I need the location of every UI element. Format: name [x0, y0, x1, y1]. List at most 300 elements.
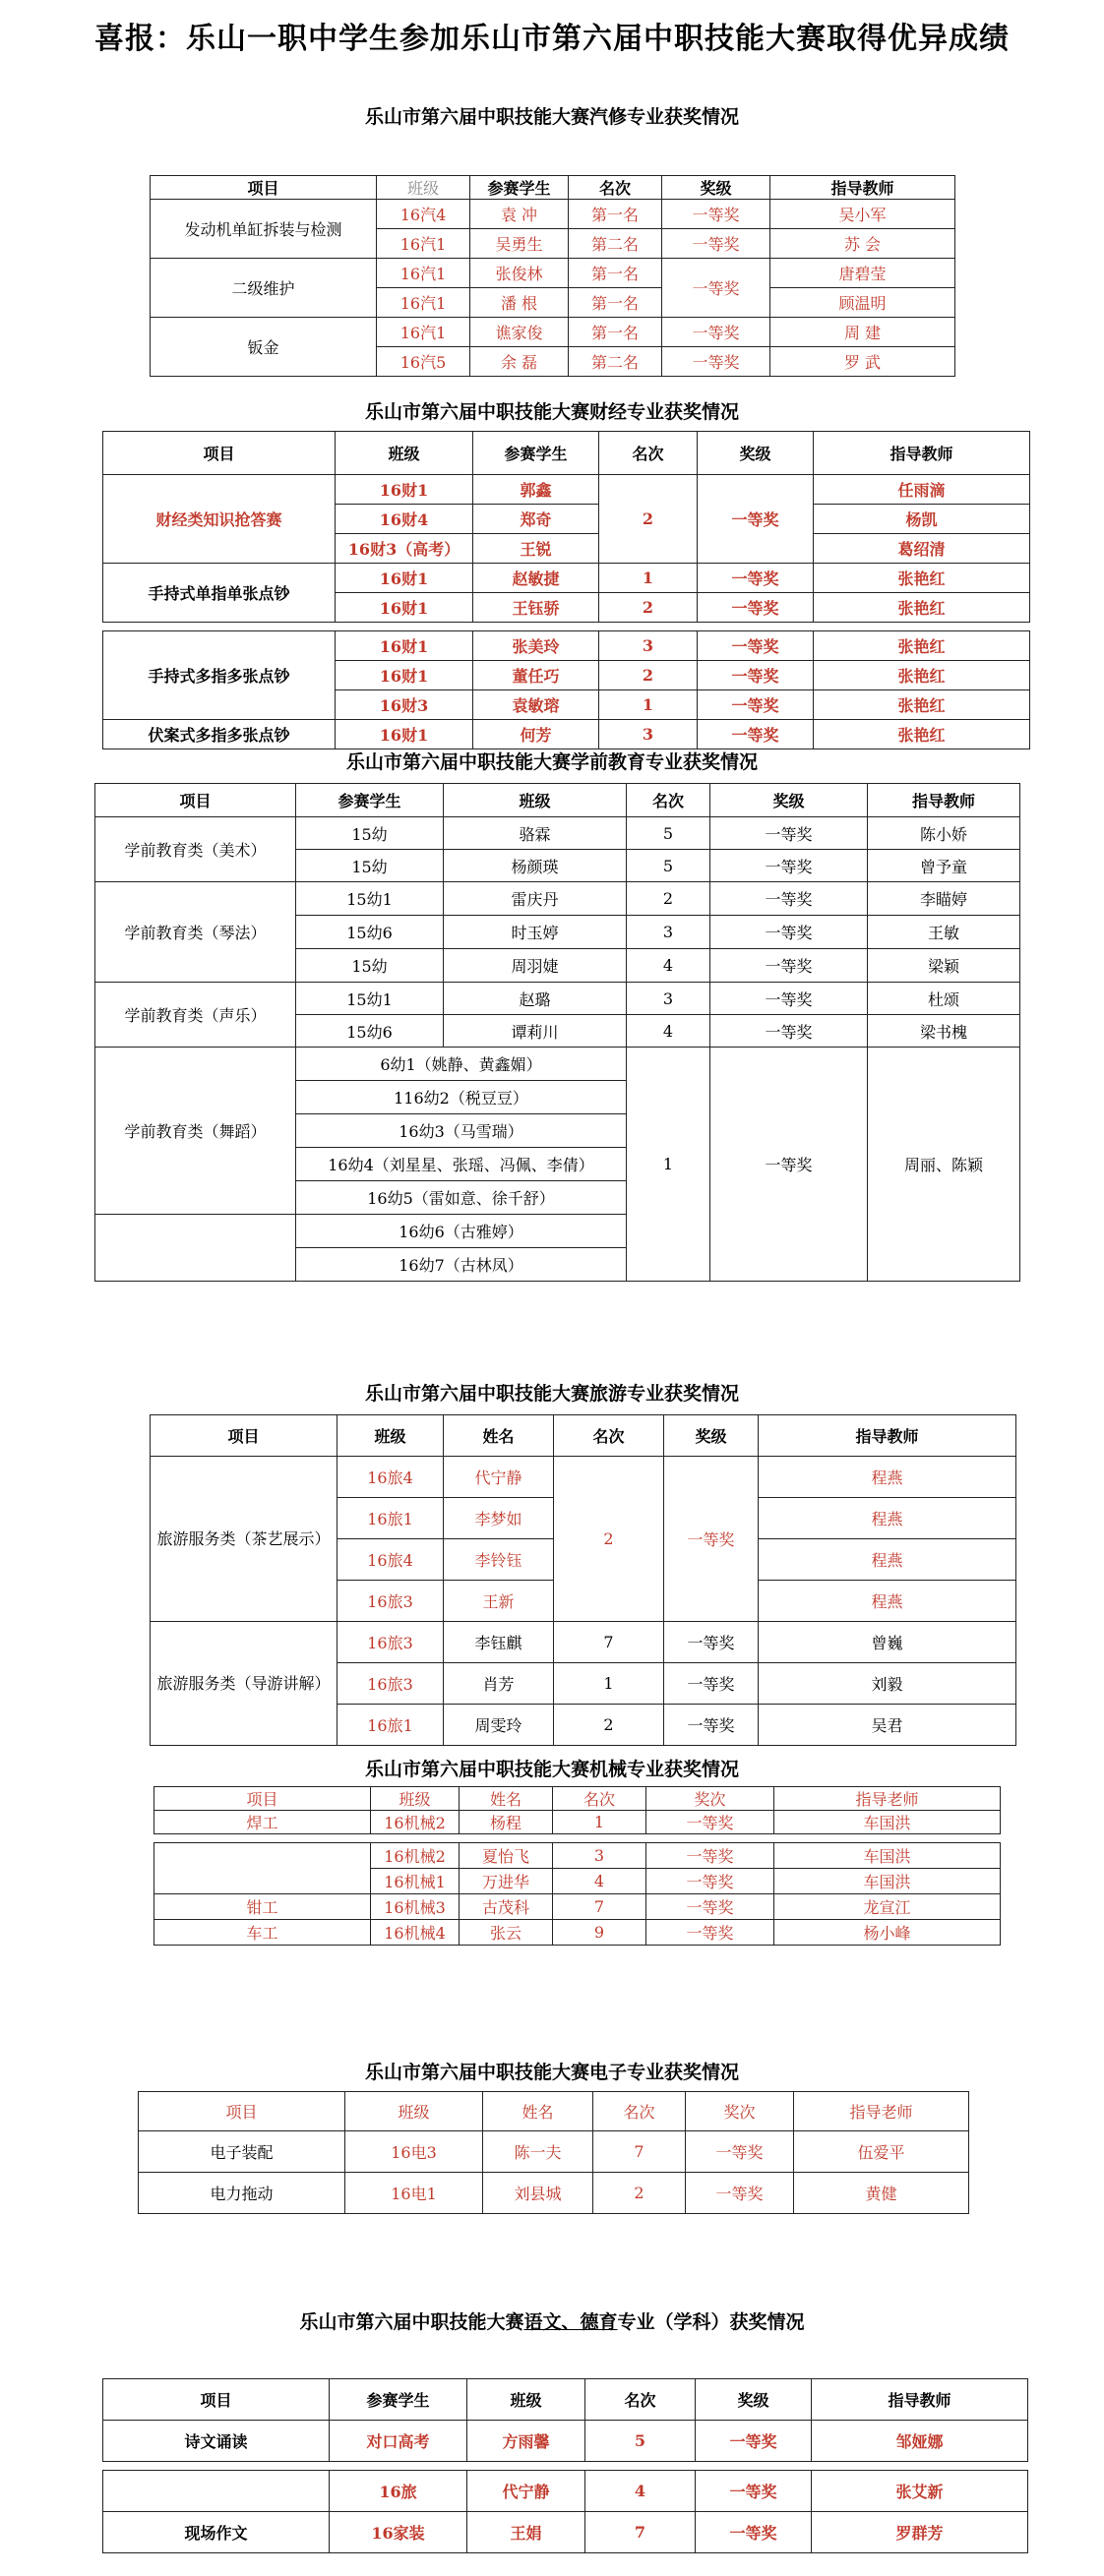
name-cell: 李铃钰	[444, 1539, 554, 1581]
teacher-cell: 黄健	[794, 2173, 969, 2214]
project-cell: 焊工	[154, 1811, 371, 1834]
title-subject: 语文、德育	[523, 2311, 618, 2333]
class-cell: 16汽1	[377, 288, 470, 318]
header-cell: 参赛学生	[470, 176, 569, 200]
award-cell: 一等奖	[696, 2512, 812, 2553]
header-cell: 名次	[553, 1787, 646, 1811]
teacher-cell: 张艳红	[814, 690, 1030, 720]
award-cell: 一等奖	[710, 882, 868, 916]
dance-team-cell: 16幼7（古林凤）	[296, 1248, 627, 1282]
project-cell: 财经类知识抢答赛	[103, 475, 336, 564]
teacher-cell: 张艳红	[814, 720, 1030, 749]
finance-section-title: 乐山市第六届中职技能大赛财经专业获奖情况	[364, 401, 739, 423]
rank-cell: 1	[553, 1811, 646, 1834]
rank-cell: 7	[553, 1894, 646, 1920]
award-cell: 一等奖	[710, 850, 868, 882]
teacher-cell: 罗 武	[770, 347, 955, 377]
class-cell: 16电1	[345, 2173, 483, 2214]
name-cell: 万进华	[460, 1869, 553, 1894]
row-separator	[103, 2462, 1028, 2471]
project-cell: 学前教育类（琴法）	[95, 882, 296, 983]
table-row	[151, 1457, 1016, 1498]
name-cell: 杨程	[460, 1811, 553, 1834]
student-cell: 赵敏捷	[473, 564, 599, 593]
class-col-cell: 方雨馨	[467, 2421, 585, 2462]
teacher-cell: 吴君	[759, 1705, 1016, 1746]
header-cell: 项目	[95, 784, 296, 817]
teacher-cell: 顾温明	[770, 288, 955, 318]
teacher-cell: 梁书槐	[868, 1015, 1020, 1048]
table-header-row	[154, 1787, 1001, 1811]
award-cell: 一等奖	[646, 1920, 774, 1946]
rank-cell: 2	[599, 661, 698, 690]
header-cell: 项目	[139, 2092, 345, 2131]
rank-cell: 第一名	[569, 288, 662, 318]
rank-cell: 3	[627, 916, 710, 949]
teacher-cell: 周 建	[770, 318, 955, 347]
student-col-cell: 15幼	[296, 949, 444, 983]
header-cell: 名次	[599, 432, 698, 475]
table-row	[139, 2131, 969, 2173]
header-cell: 名次	[585, 2379, 696, 2421]
header-cell: 班级	[371, 1787, 460, 1811]
award-cell: 一等奖	[698, 690, 814, 720]
table-row	[103, 720, 1030, 749]
header-cell: 项目	[103, 432, 336, 475]
table-row	[139, 2173, 969, 2214]
project-cell: 学前教育类（声乐）	[95, 983, 296, 1048]
teacher-cell: 车国洪	[774, 1843, 1001, 1869]
teacher-cell: 车国洪	[774, 1869, 1001, 1894]
title-prefix: 乐山市第六届中职技能大赛	[299, 2311, 524, 2333]
table-header-row	[95, 784, 1020, 817]
header-cell: 指导老师	[774, 1787, 1001, 1811]
class-cell: 16旅4	[337, 1539, 444, 1581]
header-cell: 名次	[627, 784, 710, 817]
award-cell: 一等奖	[662, 318, 770, 347]
class-col-cell: 雷庆丹	[444, 882, 627, 916]
header-cell: 奖次	[646, 1787, 774, 1811]
project-cell: 手持式单指单张点钞	[103, 564, 336, 623]
project-cell: 学前教育类（舞蹈）	[95, 1048, 296, 1215]
chinese-section-title	[0, 2307, 1104, 2334]
teacher-cell: 任雨滴	[814, 475, 1030, 505]
rank-cell: 3	[599, 720, 698, 749]
header-cell: 奖级	[710, 784, 868, 817]
class-cell: 16财1	[336, 631, 473, 661]
teacher-cell: 张艳红	[814, 564, 1030, 593]
teacher-cell: 曾巍	[759, 1622, 1016, 1663]
rank-cell: 4	[585, 2471, 696, 2512]
teacher-cell: 周丽、陈颖	[868, 1048, 1020, 1282]
student-col-cell: 16旅	[330, 2471, 467, 2512]
class-cell: 16机械4	[371, 1920, 460, 1946]
rank-cell: 7	[593, 2131, 686, 2173]
teacher-cell: 程燕	[759, 1581, 1016, 1622]
teacher-cell: 陈小娇	[868, 817, 1020, 850]
teacher-cell: 张艳红	[814, 631, 1030, 661]
rank-cell: 1	[554, 1663, 664, 1705]
name-cell: 古茂科	[460, 1894, 553, 1920]
student-col-cell: 16家装	[330, 2512, 467, 2553]
class-cell: 16财4	[336, 505, 473, 534]
class-cell: 16财3	[336, 690, 473, 720]
table-row	[95, 983, 1020, 1015]
header-cell: 奖级	[664, 1415, 759, 1457]
table-header-row	[103, 2379, 1028, 2421]
table-row	[95, 882, 1020, 916]
class-cell: 16机械1	[371, 1869, 460, 1894]
table-row	[154, 1920, 1001, 1946]
electronics-awards-table	[138, 2091, 969, 2214]
award-cell: 一等奖	[698, 475, 814, 564]
award-cell: 一等奖	[710, 817, 868, 850]
student-cell: 潘 根	[470, 288, 569, 318]
award-cell: 一等奖	[646, 1811, 774, 1834]
rank-cell: 3	[553, 1843, 646, 1869]
class-col-cell: 周羽婕	[444, 949, 627, 983]
award-cell: 一等奖	[710, 916, 868, 949]
teacher-cell: 程燕	[759, 1539, 1016, 1581]
table-header-row	[139, 2092, 969, 2131]
rank-cell: 5	[627, 817, 710, 850]
student-cell: 王钰骄	[473, 593, 599, 623]
teacher-cell: 罗群芳	[812, 2512, 1028, 2553]
header-cell: 指导教师	[759, 1415, 1016, 1457]
rank-cell: 1	[627, 1048, 710, 1282]
class-col-cell: 赵璐	[444, 983, 627, 1015]
student-cell: 袁 冲	[470, 200, 569, 229]
teacher-cell: 梁颖	[868, 949, 1020, 983]
finance-awards-table	[102, 431, 1030, 749]
table-row	[95, 817, 1020, 850]
award-cell: 一等奖	[698, 593, 814, 623]
rank-cell: 7	[585, 2512, 696, 2553]
row-separator	[103, 623, 1030, 631]
class-cell: 16财1	[336, 593, 473, 623]
rank-cell: 4	[627, 949, 710, 983]
teacher-cell: 程燕	[759, 1498, 1016, 1539]
auto-awards-table	[150, 175, 955, 377]
rank-cell: 5	[585, 2421, 696, 2462]
teacher-cell: 张艳红	[814, 593, 1030, 623]
header-cell: 名次	[593, 2092, 686, 2131]
table-row	[154, 1843, 1001, 1869]
award-cell: 一等奖	[686, 2173, 794, 2214]
teacher-cell: 张艾新	[812, 2471, 1028, 2512]
chinese-awards-table	[102, 2378, 1028, 2553]
class-col-cell: 杨颜瑛	[444, 850, 627, 882]
project-cell: 旅游服务类（导游讲解）	[151, 1622, 337, 1746]
table-row	[154, 1894, 1001, 1920]
project-cell: 诗文诵读	[103, 2421, 330, 2462]
student-cell: 张美玲	[473, 631, 599, 661]
dance-team-cell: 16幼4（刘星星、张瑶、冯佩、李倩）	[296, 1148, 627, 1181]
table-row	[103, 2421, 1028, 2462]
name-cell: 王新	[444, 1581, 554, 1622]
class-cell: 16汽1	[377, 229, 470, 259]
table-header-row	[151, 176, 955, 200]
student-col-cell: 15幼1	[296, 983, 444, 1015]
class-cell: 16汽1	[377, 318, 470, 347]
header-cell: 奖级	[696, 2379, 812, 2421]
rank-cell: 4	[627, 1015, 710, 1048]
class-col-cell: 骆霖	[444, 817, 627, 850]
class-cell: 16汽5	[377, 347, 470, 377]
header-cell: 项目	[103, 2379, 330, 2421]
electronics-section-title: 乐山市第六届中职技能大赛电子专业获奖情况	[364, 2062, 739, 2083]
student-cell: 郑奇	[473, 505, 599, 534]
project-cell: 电子装配	[139, 2131, 345, 2173]
award-cell: 一等奖	[698, 720, 814, 749]
rank-cell: 2	[593, 2173, 686, 2214]
rank-cell: 第二名	[569, 347, 662, 377]
machinery-awards-table	[153, 1786, 1001, 1946]
class-cell: 16旅3	[337, 1663, 444, 1705]
project-cell	[154, 1843, 371, 1894]
table-row	[151, 1622, 1016, 1663]
table-header-row	[103, 432, 1030, 475]
rank-cell: 3	[627, 983, 710, 1015]
class-cell: 16财1	[336, 564, 473, 593]
project-cell: 发动机单缸拆装与检测	[151, 200, 377, 259]
award-cell: 一等奖	[664, 1457, 759, 1622]
project-cell: 钳工	[154, 1894, 371, 1920]
name-cell: 李钰麒	[444, 1622, 554, 1663]
award-cell: 一等奖	[664, 1663, 759, 1705]
rank-cell: 3	[599, 631, 698, 661]
rank-cell: 2	[554, 1705, 664, 1746]
project-cell: 车工	[154, 1920, 371, 1946]
header-cell: 班级	[337, 1415, 444, 1457]
teacher-cell: 杨凯	[814, 505, 1030, 534]
name-cell: 李梦如	[444, 1498, 554, 1539]
award-cell: 一等奖	[696, 2471, 812, 2512]
teacher-cell: 杜颂	[868, 983, 1020, 1015]
student-col-cell: 15幼1	[296, 882, 444, 916]
header-cell: 参赛学生	[473, 432, 599, 475]
award-cell: 一等奖	[710, 983, 868, 1015]
class-col-cell: 王娟	[467, 2512, 585, 2553]
rank-cell: 第一名	[569, 318, 662, 347]
teacher-cell: 刘毅	[759, 1663, 1016, 1705]
header-cell: 班级	[345, 2092, 483, 2131]
header-cell: 名次	[569, 176, 662, 200]
project-cell: 钣金	[151, 318, 377, 377]
teacher-cell: 李瞄婷	[868, 882, 1020, 916]
student-col-cell: 15幼	[296, 850, 444, 882]
teacher-cell: 车国洪	[774, 1811, 1001, 1834]
header-cell: 班级	[467, 2379, 585, 2421]
table-row	[103, 2471, 1028, 2512]
award-cell: 一等奖	[698, 661, 814, 690]
dance-team-cell: 16幼6（古雅婷）	[296, 1215, 627, 1248]
project-cell	[95, 1215, 296, 1282]
teacher-cell: 王敏	[868, 916, 1020, 949]
award-cell: 一等奖	[646, 1869, 774, 1894]
header-cell: 班级	[444, 784, 627, 817]
award-cell: 一等奖	[664, 1622, 759, 1663]
teacher-cell: 杨小峰	[774, 1920, 1001, 1946]
award-cell: 一等奖	[662, 259, 770, 318]
class-cell: 16汽1	[377, 259, 470, 288]
page-title: 喜报：乐山一职中学生参加乐山市第六届中职技能大赛取得优异成绩	[94, 22, 1010, 56]
teacher-cell: 龙宣江	[774, 1894, 1001, 1920]
table-row	[151, 318, 955, 347]
dance-team-cell: 116幼2（税豆豆）	[296, 1081, 627, 1114]
rank-cell: 2	[599, 593, 698, 623]
student-cell: 吴勇生	[470, 229, 569, 259]
name-cell: 陈一夫	[483, 2131, 593, 2173]
teacher-cell: 苏 会	[770, 229, 955, 259]
award-cell: 一等奖	[664, 1705, 759, 1746]
dance-team-cell: 16幼5（雷如意、徐千舒）	[296, 1181, 627, 1215]
award-cell: 一等奖	[710, 1015, 868, 1048]
table-row	[151, 259, 955, 288]
teacher-cell: 程燕	[759, 1457, 1016, 1498]
student-cell: 余 磊	[470, 347, 569, 377]
student-cell: 张俊林	[470, 259, 569, 288]
machinery-section-title: 乐山市第六届中职技能大赛机械专业获奖情况	[364, 1759, 739, 1780]
teacher-cell: 邹娅娜	[812, 2421, 1028, 2462]
award-cell: 一等奖	[696, 2421, 812, 2462]
header-cell: 指导教师	[814, 432, 1030, 475]
student-cell: 郭鑫	[473, 475, 599, 505]
award-cell: 一等奖	[662, 347, 770, 377]
auto-section-title: 乐山市第六届中职技能大赛汽修专业获奖情况	[364, 106, 739, 128]
name-cell: 周雯玲	[444, 1705, 554, 1746]
name-cell: 夏怡飞	[460, 1843, 553, 1869]
award-cell: 一等奖	[646, 1894, 774, 1920]
project-cell: 旅游服务类（茶艺展示）	[151, 1457, 337, 1622]
project-cell: 学前教育类（美术）	[95, 817, 296, 882]
rank-cell: 9	[553, 1920, 646, 1946]
header-cell: 指导教师	[770, 176, 955, 200]
student-cell: 何芳	[473, 720, 599, 749]
header-cell: 指导教师	[812, 2379, 1028, 2421]
project-cell: 伏案式多指多张点钞	[103, 720, 336, 749]
project-cell: 二级维护	[151, 259, 377, 318]
header-cell: 参赛学生	[330, 2379, 467, 2421]
table-row	[154, 1811, 1001, 1834]
class-cell: 16财1	[336, 720, 473, 749]
student-col-cell: 15幼	[296, 817, 444, 850]
header-cell: 奖次	[686, 2092, 794, 2131]
award-cell: 一等奖	[686, 2131, 794, 2173]
project-cell: 电力拖动	[139, 2173, 345, 2214]
title-suffix: 专业（学科）获奖情况	[617, 2311, 805, 2333]
header-cell: 指导老师	[794, 2092, 969, 2131]
rank-cell: 5	[627, 850, 710, 882]
header-cell: 名次	[554, 1415, 664, 1457]
award-cell: 一等奖	[698, 631, 814, 661]
class-cell: 16财1	[336, 661, 473, 690]
preschool-section-title: 乐山市第六届中职技能大赛学前教育专业获奖情况	[345, 751, 758, 773]
class-cell: 16财3（高考）	[336, 534, 473, 564]
project-cell	[103, 2471, 330, 2512]
rank-cell: 1	[599, 564, 698, 593]
header-cell: 姓名	[444, 1415, 554, 1457]
name-cell: 刘县城	[483, 2173, 593, 2214]
name-cell: 肖芳	[444, 1663, 554, 1705]
student-cell: 王锐	[473, 534, 599, 564]
row-separator	[154, 1834, 1001, 1843]
header-cell: 班级	[336, 432, 473, 475]
student-cell: 谯家俊	[470, 318, 569, 347]
teacher-cell: 唐碧莹	[770, 259, 955, 288]
award-cell: 一等奖	[698, 564, 814, 593]
table-row	[103, 475, 1030, 505]
rank-cell: 2	[554, 1457, 664, 1622]
name-cell: 张云	[460, 1920, 553, 1946]
rank-cell: 7	[554, 1622, 664, 1663]
award-cell: 一等奖	[646, 1843, 774, 1869]
teacher-cell: 伍爱平	[794, 2131, 969, 2173]
tourism-section-title: 乐山市第六届中职技能大赛旅游专业获奖情况	[364, 1383, 739, 1405]
class-cell: 16旅1	[337, 1498, 444, 1539]
header-cell: 指导教师	[868, 784, 1020, 817]
table-row	[151, 200, 955, 229]
header-cell: 班级	[377, 176, 470, 200]
award-cell: 一等奖	[710, 949, 868, 983]
table-row	[95, 1048, 1020, 1081]
class-col-cell: 代宁静	[467, 2471, 585, 2512]
rank-cell: 2	[627, 882, 710, 916]
preschool-awards-table	[94, 783, 1020, 1282]
dance-team-cell: 16幼3（马雪瑞）	[296, 1114, 627, 1148]
rank-cell: 2	[599, 475, 698, 564]
award-cell: 一等奖	[662, 229, 770, 259]
name-cell: 代宁静	[444, 1457, 554, 1498]
class-cell: 16机械2	[371, 1843, 460, 1869]
class-cell: 16旅1	[337, 1705, 444, 1746]
rank-cell: 1	[599, 690, 698, 720]
class-cell: 16财1	[336, 475, 473, 505]
header-cell: 项目	[151, 1415, 337, 1457]
header-cell: 姓名	[483, 2092, 593, 2131]
header-cell: 项目	[151, 176, 377, 200]
rank-cell: 第一名	[569, 259, 662, 288]
dance-team-cell: 6幼1（姚静、黄鑫媚）	[296, 1048, 627, 1081]
table-row	[103, 2512, 1028, 2553]
header-cell: 项目	[154, 1787, 371, 1811]
class-cell: 16汽4	[377, 200, 470, 229]
teacher-cell: 张艳红	[814, 661, 1030, 690]
class-cell: 16机械3	[371, 1894, 460, 1920]
teacher-cell: 葛绍清	[814, 534, 1030, 564]
tourism-awards-table	[150, 1414, 1016, 1746]
header-cell: 奖级	[698, 432, 814, 475]
header-cell: 参赛学生	[296, 784, 444, 817]
student-col-cell: 15幼6	[296, 916, 444, 949]
teacher-cell: 吴小军	[770, 200, 955, 229]
table-row	[103, 631, 1030, 661]
class-cell: 16旅4	[337, 1457, 444, 1498]
header-cell: 姓名	[460, 1787, 553, 1811]
class-col-cell: 时玉婷	[444, 916, 627, 949]
award-cell: 一等奖	[662, 200, 770, 229]
class-cell: 16旅3	[337, 1581, 444, 1622]
header-cell: 奖级	[662, 176, 770, 200]
class-cell: 16旅3	[337, 1622, 444, 1663]
class-cell: 16电3	[345, 2131, 483, 2173]
student-cell: 董任巧	[473, 661, 599, 690]
student-col-cell: 15幼6	[296, 1015, 444, 1048]
student-cell: 袁敏瑢	[473, 690, 599, 720]
rank-cell: 第二名	[569, 229, 662, 259]
rank-cell: 第一名	[569, 200, 662, 229]
table-header-row	[151, 1415, 1016, 1457]
